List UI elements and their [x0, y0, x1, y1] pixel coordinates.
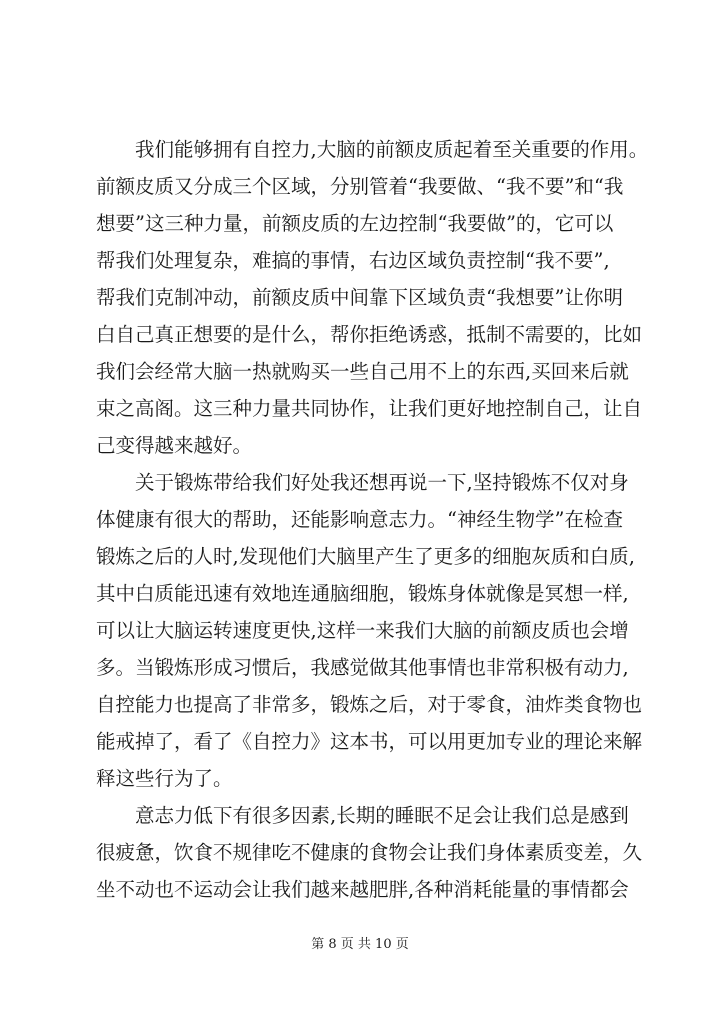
page-number: 第 8 页 共 10 页: [311, 937, 409, 952]
text-line: [0, 724, 720, 760]
text-line: [0, 428, 720, 464]
text-line: [0, 798, 720, 834]
line-text: 帮我们克制冲动，前额皮质中间靠下区域负责“我想要”让你明: [96, 286, 623, 309]
text-line: [0, 206, 720, 242]
line-text: 帮我们处理复杂，难搞的事情，右边区域负责控制“我不要”,: [96, 249, 610, 272]
line-text: 我们会经常大脑一热就购买一些自己用不上的东西,买回来后就: [96, 360, 629, 383]
text-line: [0, 650, 720, 686]
text-line: [0, 465, 720, 501]
text-line: [0, 687, 720, 723]
line-text: 前额皮质又分成三个区域，分别管着“我要做、“我不要”和“我: [96, 175, 624, 198]
text-line: [0, 280, 720, 316]
text-line: [0, 317, 720, 353]
text-line: [0, 613, 720, 649]
line-text: 关于锻炼带给我们好处我还想再说一下,坚持锻炼不仅对身: [135, 471, 629, 494]
text-line: [0, 576, 720, 612]
text-line: [0, 391, 720, 427]
text-line: [0, 835, 720, 871]
line-text: 坐不动也不运动会让我们越来越肥胖,各种消耗能量的事情都会: [96, 878, 629, 901]
text-line: [0, 761, 720, 797]
text-line: [0, 169, 720, 205]
line-text: 束之高阁。这三种力量共同协作，让我们更好地控制自己，让自: [96, 397, 643, 420]
line-text: 白自己真正想要的是什么，帮你拒绝诱惑，抵制不需要的，比如: [96, 323, 643, 346]
line-text: 我们能够拥有自控力,大脑的前额皮质起着至关重要的作用。: [135, 138, 649, 161]
text-line: [0, 872, 720, 908]
text-line: [0, 243, 720, 279]
line-text: 体健康有很大的帮助，还能影响意志力。“神经生物学”在检查: [96, 508, 623, 531]
text-line: [0, 502, 720, 538]
page-footer: [0, 935, 720, 955]
line-text: 释这些行为了。: [96, 767, 233, 790]
line-text: 能戒掉了，看了《自控力》这本书，可以用更加专业的理论来解: [96, 730, 643, 753]
line-text: 意志力低下有很多因素,长期的睡眠不足会让我们总是感到: [135, 804, 629, 827]
line-text: 想要”这三种力量，前额皮质的左边控制“我要做”的，它可以: [96, 212, 614, 235]
line-text: 其中白质能迅速有效地连通脑细胞，锻炼身体就像是冥想一样,: [96, 582, 629, 605]
text-line: [0, 354, 720, 390]
line-text: 己变得越来越好。: [96, 434, 253, 457]
text-line: [0, 539, 720, 575]
line-text: 锻炼之后的人时,发现他们大脑里产生了更多的细胞灰质和白质,: [96, 545, 635, 568]
line-text: 自控能力也提高了非常多，锻炼之后，对于零食，油炸类食物也: [96, 693, 643, 716]
line-text: 多。当锻炼形成习惯后，我感觉做其他事情也非常积极有动力,: [96, 656, 629, 679]
text-line: [0, 132, 720, 168]
line-text: 可以让大脑运转速度更快,这样一来我们大脑的前额皮质也会增: [96, 619, 629, 642]
line-text: 很疲惫，饮食不规律吃不健康的食物会让我们身体素质变差，久: [96, 841, 643, 864]
